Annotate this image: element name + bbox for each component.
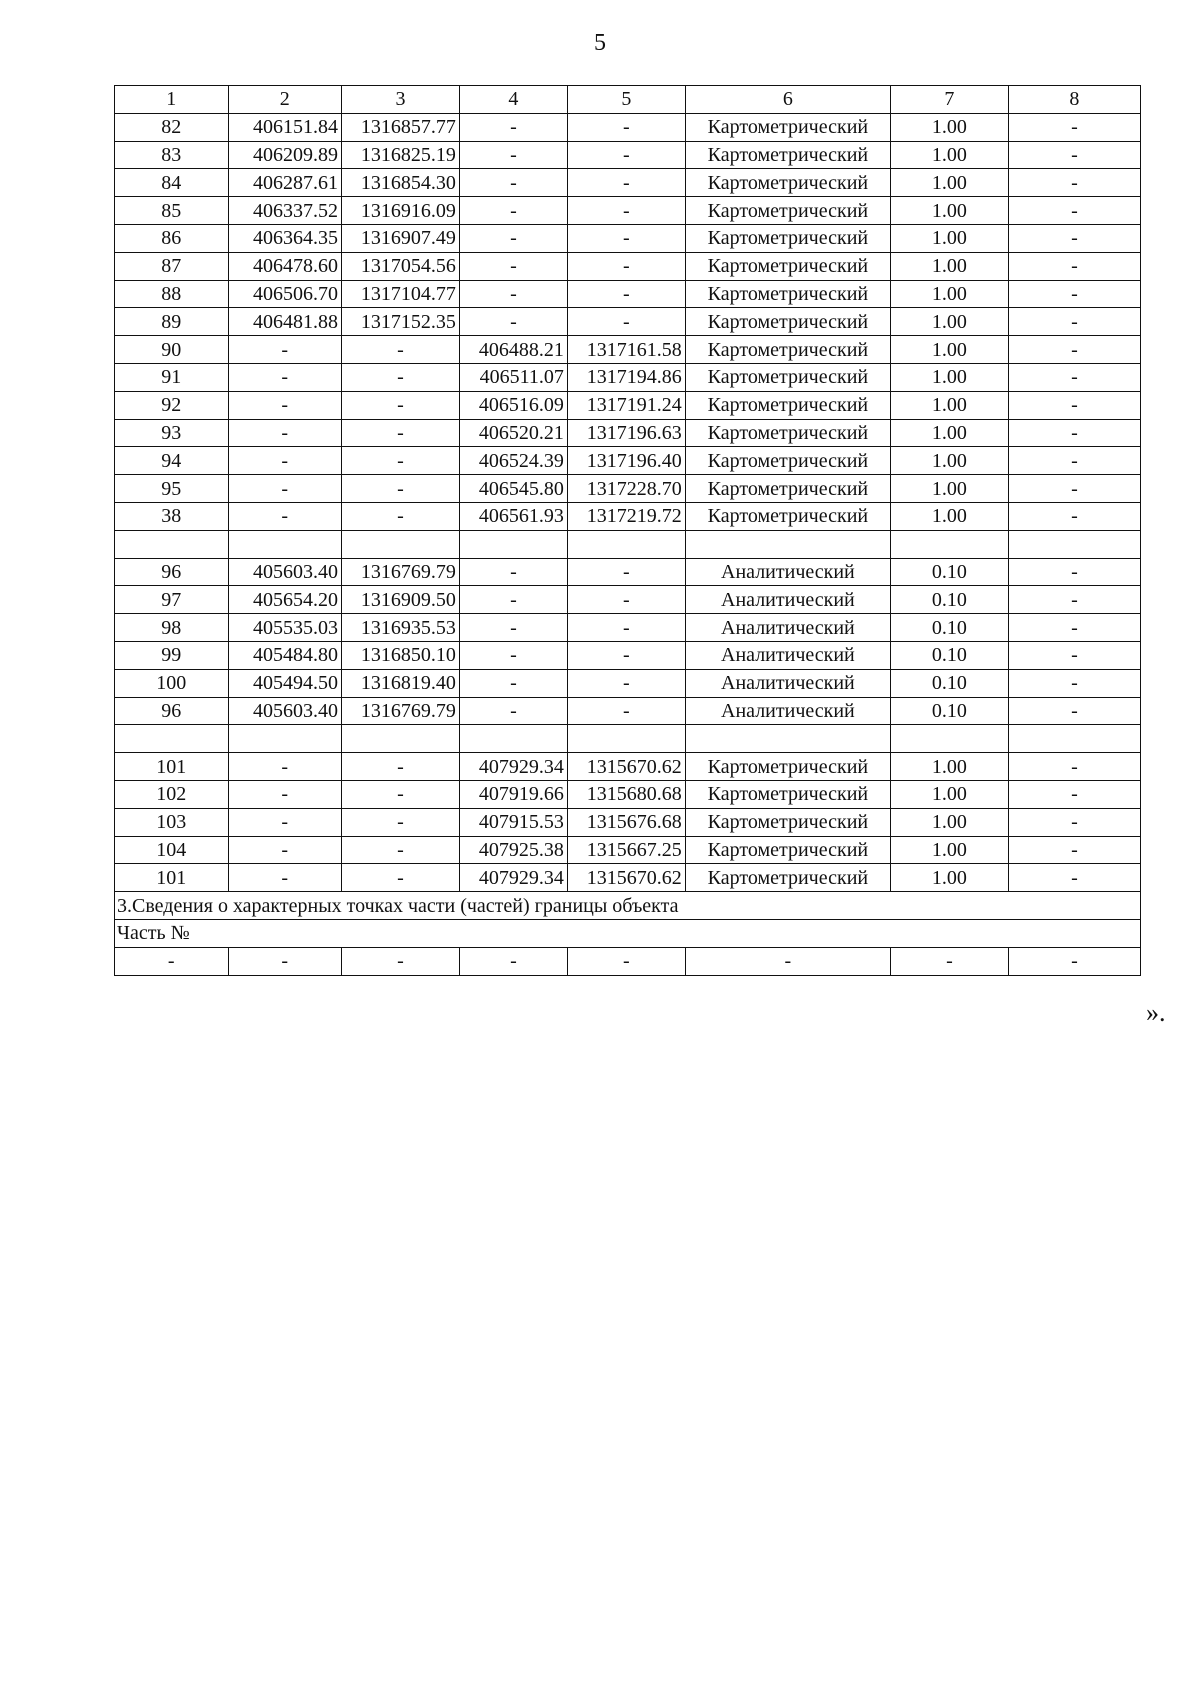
table-row — [115, 336, 1141, 364]
table-row — [115, 363, 1141, 391]
table-cell-col-3: 1316850.10 — [342, 641, 460, 669]
table-cell-col-3: - — [342, 447, 460, 475]
table-cell-col-5: 1315676.68 — [567, 808, 685, 836]
table-cell-col-1: 93 — [115, 419, 229, 447]
table-cell-col-3: - — [342, 780, 460, 808]
table-cell-col-1: 92 — [115, 391, 229, 419]
table-row — [115, 169, 1141, 197]
table-cell-col-6: Картометрический — [685, 141, 890, 169]
table-cell-col-7: 1.00 — [890, 864, 1008, 892]
table-cell-col-5: 1317196.40 — [567, 447, 685, 475]
table-cell-col-2: 406337.52 — [228, 197, 342, 225]
table-cell-col-3: - — [342, 363, 460, 391]
table-cell-col-4: 407925.38 — [459, 836, 567, 864]
table-cell-col-2: - — [228, 336, 342, 364]
table-cell-col-5: 1317219.72 — [567, 502, 685, 530]
table-cell-col-2: 406478.60 — [228, 252, 342, 280]
section-3-title-row — [115, 892, 1141, 920]
table-cell-col-2: 405535.03 — [228, 614, 342, 642]
table-cell-col-5: - — [567, 141, 685, 169]
table-cell-col-2: 406287.61 — [228, 169, 342, 197]
table-cell-col-1: 102 — [115, 780, 229, 808]
table-cell-col-8: - — [1008, 280, 1140, 308]
table-cell-col-2 — [228, 530, 342, 558]
table-row — [115, 558, 1141, 586]
table-cell-col-6: Аналитический — [685, 669, 890, 697]
table-cell-col-8: - — [1008, 558, 1140, 586]
table-cell-col-5: - — [567, 586, 685, 614]
table-cell-col-7: 1.00 — [890, 391, 1008, 419]
table-cell-col-7: 1.00 — [890, 363, 1008, 391]
table-cell-col-1: 86 — [115, 224, 229, 252]
table-cell-col-4: - — [459, 308, 567, 336]
table-cell-col-3: 1317152.35 — [342, 308, 460, 336]
table-cell-col-7: 1.00 — [890, 197, 1008, 225]
table-cell-col-4: - — [459, 947, 567, 975]
table-cell-col-7: 7 — [890, 86, 1008, 114]
table-cell-col-6: Картометрический — [685, 391, 890, 419]
table-cell-col-5: 1315670.62 — [567, 753, 685, 781]
table-cell-col-4: - — [459, 641, 567, 669]
table-cell-col-8: - — [1008, 502, 1140, 530]
table-cell-col-4: - — [459, 141, 567, 169]
table-cell-col-8: - — [1008, 697, 1140, 725]
table-cell-col-7: 1.00 — [890, 836, 1008, 864]
table-cell-col-8 — [1008, 530, 1140, 558]
table-cell-col-5: 1317191.24 — [567, 391, 685, 419]
table-cell-col-5: 1317194.86 — [567, 363, 685, 391]
table-cell-col-2: - — [228, 864, 342, 892]
table-cell-col-6: Аналитический — [685, 641, 890, 669]
table-cell-col-4: - — [459, 669, 567, 697]
table-cell-col-5: 1317161.58 — [567, 336, 685, 364]
table-cell-col-3: 1316769.79 — [342, 558, 460, 586]
table-cell-col-5: - — [567, 558, 685, 586]
table-cell-col-1: 82 — [115, 113, 229, 141]
table-cell-col-7: 0.10 — [890, 641, 1008, 669]
table-cell-col-8: - — [1008, 669, 1140, 697]
table-cell-col-6: Картометрический — [685, 836, 890, 864]
table-cell-col-7: 1.00 — [890, 808, 1008, 836]
table-cell-col-1: 101 — [115, 864, 229, 892]
table-cell-col-6 — [685, 530, 890, 558]
table-cell-col-2: - — [228, 502, 342, 530]
table-cell-col-4: 407929.34 — [459, 753, 567, 781]
table-cell-col-2: 406209.89 — [228, 141, 342, 169]
table-cell-col-6: - — [685, 947, 890, 975]
table-row — [115, 141, 1141, 169]
page-number: 5 — [594, 30, 606, 56]
table-cell-col-8: - — [1008, 780, 1140, 808]
table-cell-col-6: Картометрический — [685, 224, 890, 252]
table-cell-col-6: 6 — [685, 86, 890, 114]
table-row — [115, 197, 1141, 225]
table-cell-col-8: - — [1008, 836, 1140, 864]
table-cell-col-8: 8 — [1008, 86, 1140, 114]
table-cell-col-4: 407919.66 — [459, 780, 567, 808]
table-cell-col-6: Картометрический — [685, 753, 890, 781]
table-cell-col-4 — [459, 725, 567, 753]
table-cell-col-3: - — [342, 864, 460, 892]
table-cell-col-7: 1.00 — [890, 475, 1008, 503]
closing-quote-mark: ». — [1146, 998, 1166, 1027]
table-cell-col-7: 1.00 — [890, 224, 1008, 252]
table-cell-col-6: Аналитический — [685, 614, 890, 642]
table-cell-col-3: - — [342, 836, 460, 864]
table-cell-col-2: 406506.70 — [228, 280, 342, 308]
table-cell-col-1: 38 — [115, 502, 229, 530]
table-cell-col-3: 3 — [342, 86, 460, 114]
table-cell-col-5 — [567, 530, 685, 558]
table-row — [115, 614, 1141, 642]
table-cell-col-2: 405654.20 — [228, 586, 342, 614]
table-cell-col-6: Картометрический — [685, 780, 890, 808]
table-cell-col-4: - — [459, 113, 567, 141]
coordinates-table — [114, 85, 1141, 976]
table-cell-col-2: 2 — [228, 86, 342, 114]
table-cell-col-8: - — [1008, 336, 1140, 364]
table-cell-col-1: 87 — [115, 252, 229, 280]
table-cell-col-5: - — [567, 224, 685, 252]
table-cell-col-7: 0.10 — [890, 558, 1008, 586]
table-cell-col-3: 1316907.49 — [342, 224, 460, 252]
table-cell-col-4: 407915.53 — [459, 808, 567, 836]
table-cell-col-3: 1316769.79 — [342, 697, 460, 725]
table-cell-col-8: - — [1008, 308, 1140, 336]
table-cell-col-1: 101 — [115, 753, 229, 781]
table-cell-col-3: 1317054.56 — [342, 252, 460, 280]
table-cell-col-2: 405484.80 — [228, 641, 342, 669]
table-cell-col-1: 96 — [115, 558, 229, 586]
table-cell-col-7: - — [890, 947, 1008, 975]
table-cell-col-3: - — [342, 502, 460, 530]
table-row — [115, 224, 1141, 252]
table-cell-col-4: 407929.34 — [459, 864, 567, 892]
table-cell-col-1 — [115, 725, 229, 753]
table-cell-col-7: 0.10 — [890, 586, 1008, 614]
table-row — [115, 808, 1141, 836]
table-cell-col-2: - — [228, 419, 342, 447]
part-number-row — [115, 919, 1141, 947]
table-cell-col-4: - — [459, 169, 567, 197]
table-row — [115, 391, 1141, 419]
table-cell-col-6: Картометрический — [685, 308, 890, 336]
table-row — [115, 308, 1141, 336]
table-cell-col-4 — [459, 530, 567, 558]
table-cell-col-4: 406561.93 — [459, 502, 567, 530]
table-cell-col-4: 406520.21 — [459, 419, 567, 447]
table-cell-col-5: - — [567, 252, 685, 280]
table-cell-col-6: Картометрический — [685, 280, 890, 308]
table-cell-col-2: - — [228, 808, 342, 836]
table-cell-col-4: - — [459, 614, 567, 642]
table-cell-col-8: - — [1008, 808, 1140, 836]
table-cell-col-3: 1316854.30 — [342, 169, 460, 197]
table-cell-col-8: - — [1008, 141, 1140, 169]
table-cell-col-8: - — [1008, 864, 1140, 892]
table-cell-col-6: Картометрический — [685, 864, 890, 892]
table-cell-col-1: 104 — [115, 836, 229, 864]
table-cell-col-8: - — [1008, 586, 1140, 614]
table-cell-col-1: 100 — [115, 669, 229, 697]
table-cell-col-2: - — [228, 391, 342, 419]
table-cell-col-5: - — [567, 308, 685, 336]
table-cell-col-6: Картометрический — [685, 502, 890, 530]
table-row — [115, 641, 1141, 669]
table-cell-col-4: - — [459, 224, 567, 252]
table-cell-col-3: 1316819.40 — [342, 669, 460, 697]
table-row — [115, 753, 1141, 781]
table-cell-col-2: 406151.84 — [228, 113, 342, 141]
table-cell-col-6: Картометрический — [685, 336, 890, 364]
table-cell-col-3: - — [342, 753, 460, 781]
table-cell-col-7: 1.00 — [890, 113, 1008, 141]
table-cell-col-6: Картометрический — [685, 169, 890, 197]
table-cell-col-2: - — [228, 947, 342, 975]
table-cell-col-2: 406364.35 — [228, 224, 342, 252]
table-cell-col-7 — [890, 530, 1008, 558]
table-row — [115, 697, 1141, 725]
table-cell-col-5: - — [567, 113, 685, 141]
table-cell-col-4: 406511.07 — [459, 363, 567, 391]
table-cell-col-7: 1.00 — [890, 280, 1008, 308]
table-cell-col-5: - — [567, 169, 685, 197]
table-cell-col-1: 99 — [115, 641, 229, 669]
table-cell-col-1: 96 — [115, 697, 229, 725]
table-cell-col-4: - — [459, 697, 567, 725]
table-cell-col-6: Картометрический — [685, 113, 890, 141]
table-cell-col-8: - — [1008, 197, 1140, 225]
table-cell-col-4: 406545.80 — [459, 475, 567, 503]
table-cell-col-7: 1.00 — [890, 252, 1008, 280]
table-cell-col-6: Картометрический — [685, 447, 890, 475]
table-cell-col-4: - — [459, 197, 567, 225]
table-cell-col-8: - — [1008, 252, 1140, 280]
table-cell-col-6: Картометрический — [685, 252, 890, 280]
table-cell-col-5: 1315670.62 — [567, 864, 685, 892]
table-cell-col-6: Картометрический — [685, 197, 890, 225]
table-cell-col-5: 1317196.63 — [567, 419, 685, 447]
table-cell-col-5: 5 — [567, 86, 685, 114]
table-cell-col-3: 1316857.77 — [342, 113, 460, 141]
table-cell-col-8: - — [1008, 419, 1140, 447]
table-cell-col-1: 98 — [115, 614, 229, 642]
table-cell-col-5: - — [567, 614, 685, 642]
table-row — [115, 864, 1141, 892]
table-cell-col-3: - — [342, 336, 460, 364]
table-cell-col-3: - — [342, 419, 460, 447]
table-cell-col-2: 405494.50 — [228, 669, 342, 697]
table-cell-col-6: Аналитический — [685, 558, 890, 586]
table-cell-col-4: - — [459, 280, 567, 308]
table-cell-col-3: 1316909.50 — [342, 586, 460, 614]
table-cell-col-7 — [890, 725, 1008, 753]
section-3-title-row-text: 3.Сведения о характерных точках части (частей) границы объекта — [115, 892, 1141, 920]
table-cell-col-8: - — [1008, 641, 1140, 669]
table-cell-col-2: - — [228, 363, 342, 391]
table-cell-col-8: - — [1008, 447, 1140, 475]
table-cell-col-7: 0.10 — [890, 614, 1008, 642]
table-cell-col-5: - — [567, 947, 685, 975]
table-cell-col-4: - — [459, 558, 567, 586]
table-cell-col-1: 103 — [115, 808, 229, 836]
table-cell-col-1: 85 — [115, 197, 229, 225]
table-cell-col-8: - — [1008, 753, 1140, 781]
table-cell-col-8: - — [1008, 224, 1140, 252]
table-cell-col-7: 1.00 — [890, 169, 1008, 197]
table-cell-col-2: 406481.88 — [228, 308, 342, 336]
table-cell-col-8: - — [1008, 363, 1140, 391]
table-cell-col-2: - — [228, 475, 342, 503]
table-row — [115, 669, 1141, 697]
table-cell-col-6: Картометрический — [685, 475, 890, 503]
table-cell-col-6: Аналитический — [685, 697, 890, 725]
table-cell-col-2: 405603.40 — [228, 558, 342, 586]
table-cell-col-2: - — [228, 780, 342, 808]
table-cell-col-1: 83 — [115, 141, 229, 169]
table-cell-col-1 — [115, 530, 229, 558]
table-cell-col-1: 84 — [115, 169, 229, 197]
table-cell-col-7: 1.00 — [890, 419, 1008, 447]
table-cell-col-2 — [228, 725, 342, 753]
table-cell-col-5: - — [567, 669, 685, 697]
table-cell-col-5: - — [567, 280, 685, 308]
table-cell-col-3: - — [342, 391, 460, 419]
table-cell-col-7: 1.00 — [890, 141, 1008, 169]
table-row — [115, 252, 1141, 280]
table-cell-col-5: - — [567, 697, 685, 725]
table-cell-col-6: Картометрический — [685, 419, 890, 447]
table-cell-col-3: 1316825.19 — [342, 141, 460, 169]
table-cell-col-2: - — [228, 836, 342, 864]
table-cell-col-6: Картометрический — [685, 363, 890, 391]
table-cell-col-8: - — [1008, 947, 1140, 975]
table-cell-col-3 — [342, 530, 460, 558]
table-row — [115, 586, 1141, 614]
table-cell-col-5: - — [567, 197, 685, 225]
table-row — [115, 280, 1141, 308]
table-cell-col-5: 1315667.25 — [567, 836, 685, 864]
table-cell-col-1: 97 — [115, 586, 229, 614]
table-cell-col-1: 88 — [115, 280, 229, 308]
table-cell-col-4: 406516.09 — [459, 391, 567, 419]
table-cell-col-3: 1317104.77 — [342, 280, 460, 308]
table-cell-col-7: 1.00 — [890, 780, 1008, 808]
table-cell-col-4: 406488.21 — [459, 336, 567, 364]
table-cell-col-5: 1315680.68 — [567, 780, 685, 808]
table-cell-col-8: - — [1008, 113, 1140, 141]
table-cell-col-7: 1.00 — [890, 308, 1008, 336]
table-row — [115, 447, 1141, 475]
table-cell-col-8: - — [1008, 391, 1140, 419]
table-cell-col-5 — [567, 725, 685, 753]
table-cell-col-2: - — [228, 447, 342, 475]
table-cell-col-3 — [342, 725, 460, 753]
table-cell-col-7: 0.10 — [890, 697, 1008, 725]
table-separator-row — [115, 530, 1141, 558]
table-row — [115, 475, 1141, 503]
table-cell-col-2: 405603.40 — [228, 697, 342, 725]
table-row — [115, 947, 1141, 975]
table-cell-col-1: 95 — [115, 475, 229, 503]
table-cell-col-1: 91 — [115, 363, 229, 391]
table-cell-col-7: 0.10 — [890, 669, 1008, 697]
table-separator-row — [115, 725, 1141, 753]
table-cell-col-6: Аналитический — [685, 586, 890, 614]
table-row — [115, 419, 1141, 447]
table-row — [115, 780, 1141, 808]
table-cell-col-8 — [1008, 725, 1140, 753]
table-cell-col-3: - — [342, 475, 460, 503]
table-cell-col-3: - — [342, 947, 460, 975]
table-row — [115, 113, 1141, 141]
table-cell-col-1: 89 — [115, 308, 229, 336]
table-cell-col-1: 94 — [115, 447, 229, 475]
table-cell-col-1: 90 — [115, 336, 229, 364]
table-cell-col-8: - — [1008, 169, 1140, 197]
table-cell-col-4: 4 — [459, 86, 567, 114]
table-cell-col-8: - — [1008, 614, 1140, 642]
table-cell-col-7: 1.00 — [890, 336, 1008, 364]
table-cell-col-4: 406524.39 — [459, 447, 567, 475]
table-row — [115, 502, 1141, 530]
table-cell-col-3: - — [342, 808, 460, 836]
part-number-row-text: Часть № — [115, 919, 1141, 947]
table-cell-col-7: 1.00 — [890, 447, 1008, 475]
table-cell-col-1: - — [115, 947, 229, 975]
table-cell-col-3: 1316916.09 — [342, 197, 460, 225]
table-cell-col-4: - — [459, 252, 567, 280]
table-cell-col-4: - — [459, 586, 567, 614]
table-row — [115, 836, 1141, 864]
table-cell-col-5: 1317228.70 — [567, 475, 685, 503]
table-cell-col-3: 1316935.53 — [342, 614, 460, 642]
table-cell-col-6: Картометрический — [685, 808, 890, 836]
table-cell-col-2: - — [228, 753, 342, 781]
table-cell-col-6 — [685, 725, 890, 753]
table-cell-col-5: - — [567, 641, 685, 669]
table-cell-col-8: - — [1008, 475, 1140, 503]
table-header-row — [115, 86, 1141, 114]
table-cell-col-7: 1.00 — [890, 502, 1008, 530]
table-cell-col-7: 1.00 — [890, 753, 1008, 781]
table-cell-col-1: 1 — [115, 86, 229, 114]
